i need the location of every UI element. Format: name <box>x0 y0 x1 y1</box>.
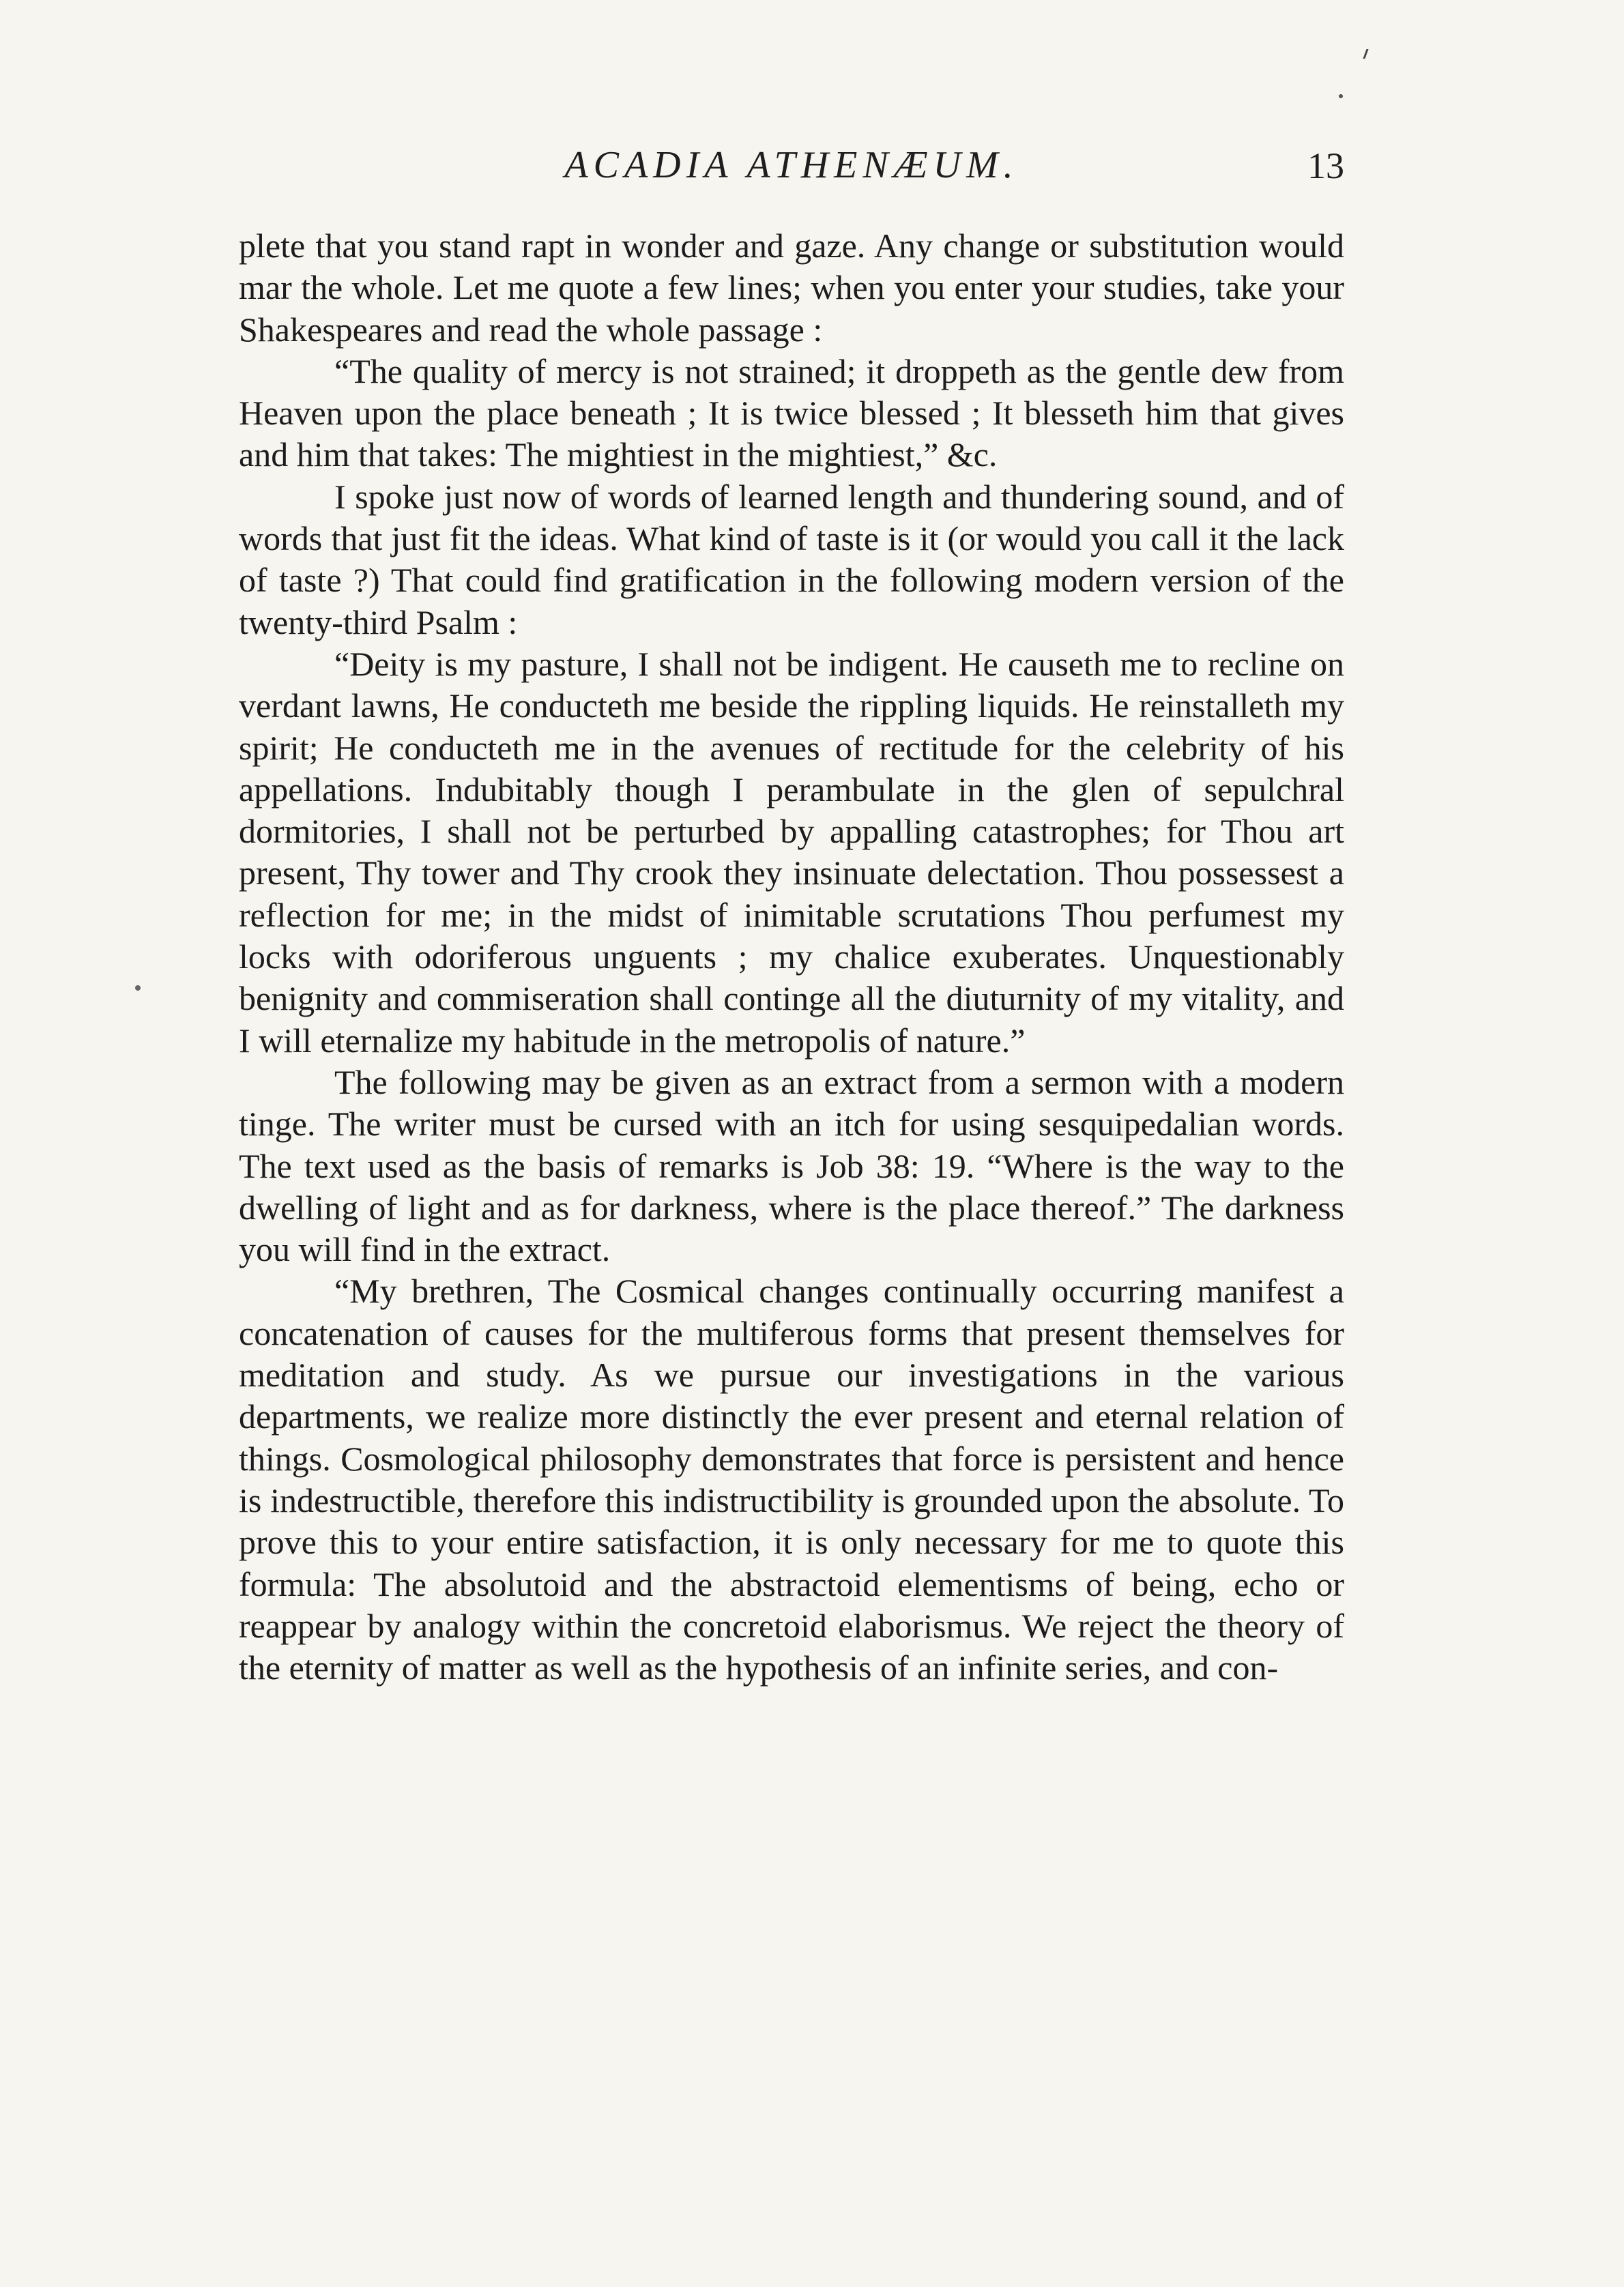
paragraph-2: “The quality of mercy is not strained; it droppeth as the gentle dew from Heaven upon the place beneath ; It is twice blessed ; It blesseth him that gives and him that takes: The mightiest in the mightiest,” &c. <box>239 351 1344 474</box>
running-title: ACADIA ATHENÆUM. <box>564 144 1019 186</box>
paragraph-4: “Deity is my pasture, I shall not be indigent. He causeth me to recline on verdant lawns, He conducteth me beside the rippling liquids. He reinstalleth my spirit; He conducteth me in the avenues of rectitude for the celebrity of his appellations. Indubitably though I perambulate in the glen of sepulchral dormitories, I shall not be perturbed by appalling catastrophes; for Thou art present, Thy tower and Thy crook they insinuate delectation. Thou possessest a reflection for me; in the midst of inimitable scrutations Thou perfumest my locks with odoriferous unguents ; my chalice exuberates. Unquestionably benignity and commiseration shall continge all the diuturnity of my vitality, and I will eternalize my habitude in the metropolis of nature.” <box>239 644 1344 1060</box>
page-number: 13 <box>1307 145 1344 186</box>
paragraph-1: plete that you stand rapt in wonder and gaze. Any change or substitution would mar the whole. Let me quote a few lines; when you enter your studies, take your Shakespeares and read the whole passage : <box>239 227 1344 349</box>
paragraph-3: I spoke just now of words of learned length and thundering sound, and of words that just fit the ideas. What kind of taste is it (or would you call it the lack of taste ?) That could find gratification in the following modern version of the twenty-third Psalm : <box>239 477 1344 641</box>
paragraph-6: “My brethren, The Cosmical changes continually occurring manifest a concatenation of causes for the multiferous forms that present themselves for meditation and study. As we pursue our investigations in the various departments, we realize more distinctly the ever present and eternal relation of things. Cosmological philosophy demonstrates that force is persistent and hence is indestructible, therefore this indistructibility is grounded upon the absolute. To prove this to your entire satisfaction, it is only necessary for me to quote this formula: The absolutoid and the abstractoid elementisms of being, echo or reappear by analogy within the concretoid elaborismus. We reject the theory of the eternity of matter as well as the hypothesis of an infinite series, and con- <box>239 1272 1344 1687</box>
margin-dot <box>135 985 141 991</box>
corner-mark <box>1363 49 1375 59</box>
running-head <box>239 143 1344 205</box>
body-text <box>239 225 1344 1689</box>
corner-dot <box>1339 94 1343 98</box>
paragraph-5: The following may be given as an extract from a sermon with a modern tinge. The writer must be cursed with an itch for using sesquipedalian words. The text used as the basis of remarks is Job 38: 19. “Where is the way to the dwelling of light and as for darkness, where is the place thereof.” The darkness you will find in the extract. <box>239 1062 1344 1269</box>
